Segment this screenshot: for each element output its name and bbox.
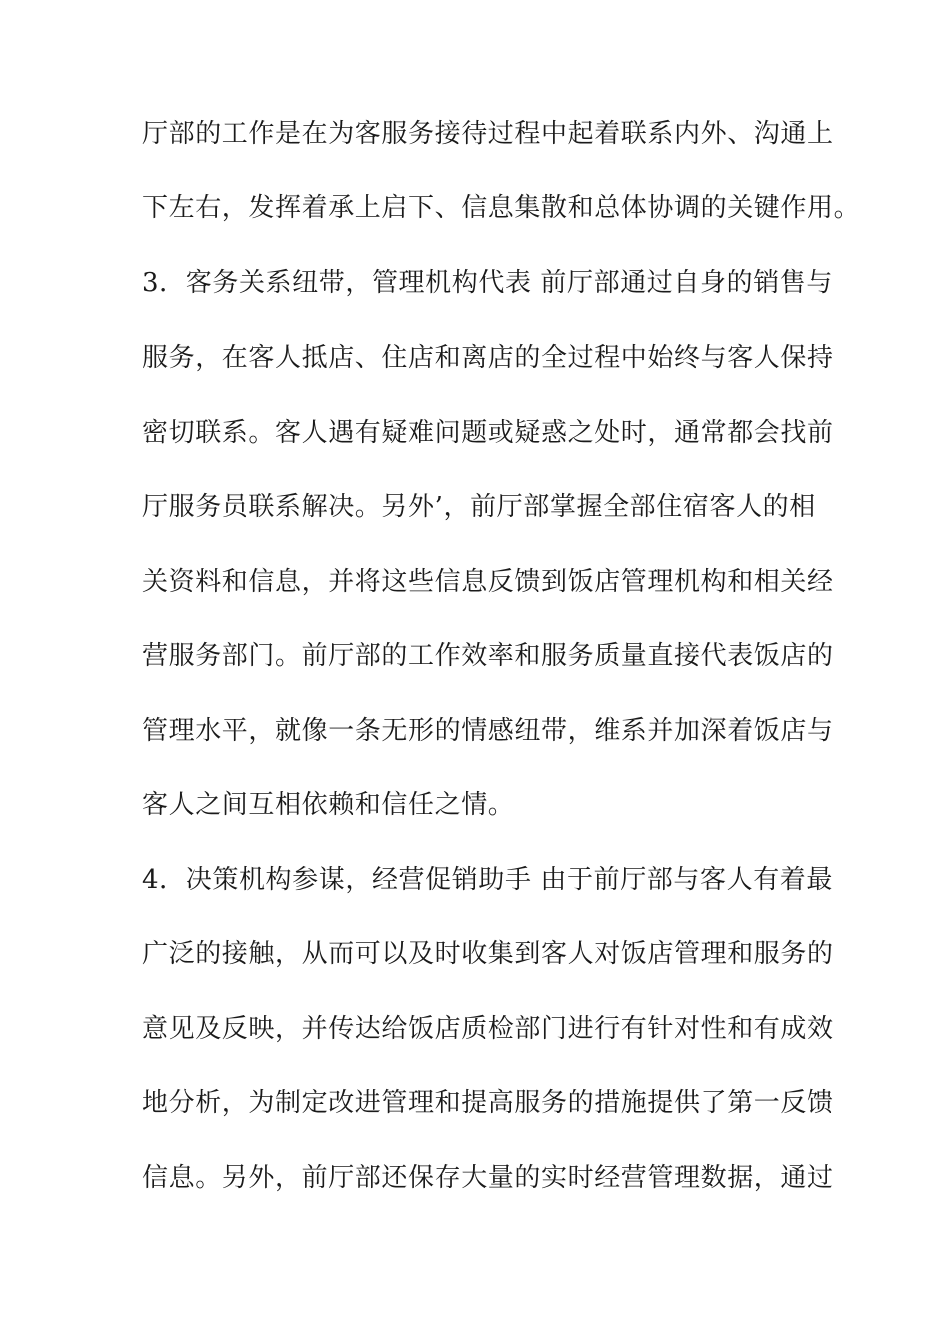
- text-line: 厅部的工作是在为客服务接待过程中起着联系内外、沟通上: [142, 119, 834, 149]
- text-line: 意见及反映，并传达给饭店质检部门进行有针对性和有成效: [142, 1014, 834, 1044]
- text-line: 关资料和信息，并将这些信息反馈到饭店管理机构和相关经: [142, 567, 834, 597]
- text-line: 4．决策机构参谋，经营促销助手 由于前厅部与客人有着最: [142, 865, 834, 895]
- text-line: 服务，在客人抵店、住店和离店的全过程中始终与客人保持: [142, 343, 834, 373]
- text-line: 厅服务员联系解决。另外’，前厅部掌握全部住宿客人的相: [142, 492, 816, 522]
- text-line: 地分析，为制定改进管理和提高服务的措施提供了第一反馈: [142, 1088, 834, 1118]
- text-line: 下左右，发挥着承上启下、信息集散和总体协调的关键作用。: [142, 193, 861, 223]
- text-line: 营服务部门。前厅部的工作效率和服务质量直接代表饭店的: [142, 641, 834, 671]
- text-line: 客人之间互相依赖和信任之情。: [142, 790, 515, 820]
- text-line: 3．客务关系纽带，管理机构代表 前厅部通过自身的销售与: [142, 268, 834, 298]
- text-line: 密切联系。客人遇有疑难问题或疑惑之处时，通常都会找前: [142, 418, 834, 448]
- text-line: 管理水平，就像一条无形的情感纽带，维系并加深着饭店与: [142, 716, 834, 746]
- text-line: 广泛的接触，从而可以及时收集到客人对饭店管理和服务的: [142, 939, 834, 969]
- text-line: 信息。另外，前厅部还保存大量的实时经营管理数据，通过: [142, 1163, 834, 1193]
